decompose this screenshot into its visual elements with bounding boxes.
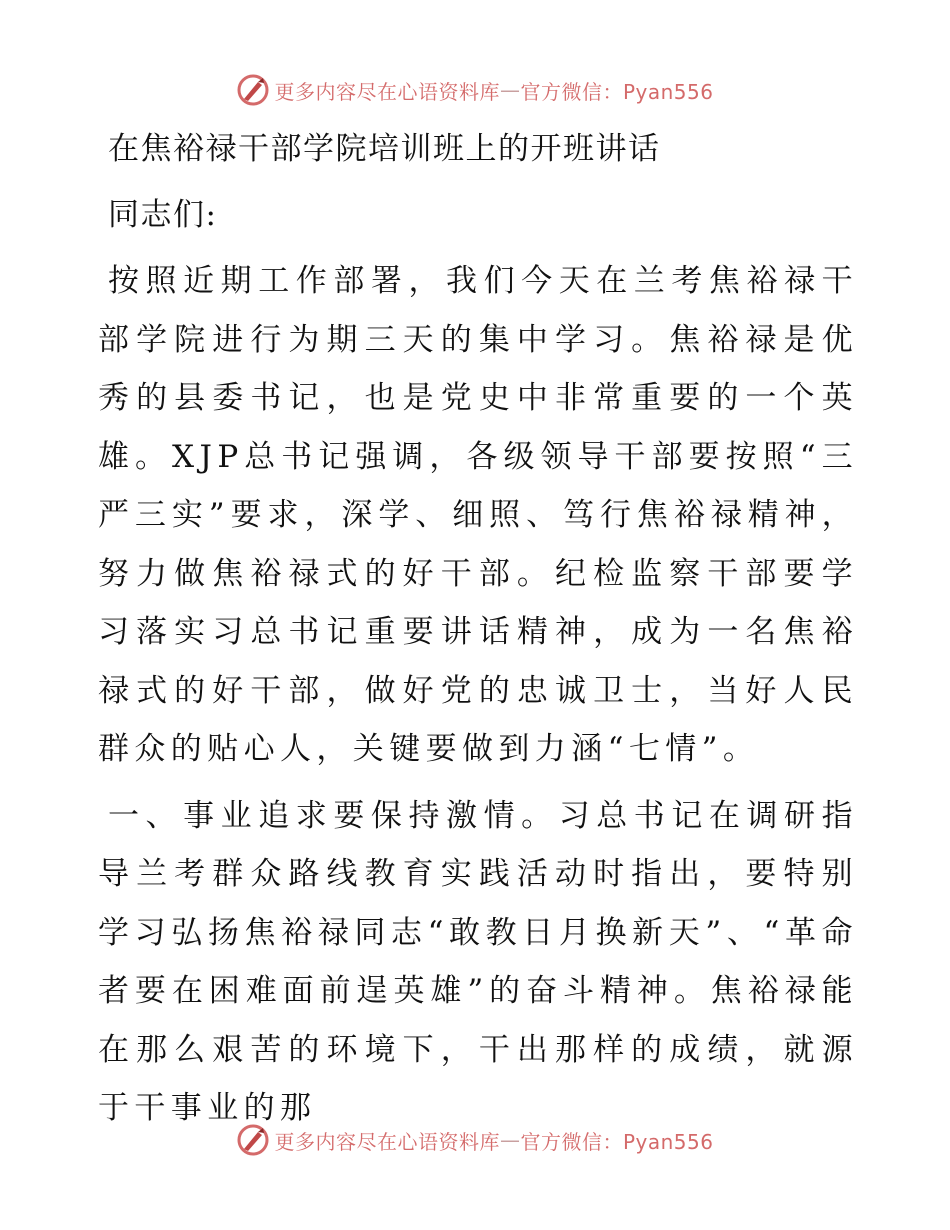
- watermark-suffix-text: 官方微信：Pyan556: [520, 1129, 714, 1154]
- quill-logo-icon: [236, 73, 270, 107]
- watermark-main-text: 更多内容尽在心语资料库: [274, 1129, 500, 1154]
- watermark-dash: —: [499, 1128, 521, 1152]
- quill-logo-icon: [236, 1123, 270, 1157]
- document-greeting: 同志们:: [108, 197, 218, 233]
- paragraph-intro: 按照近期工作部署，我们今天在兰考焦裕禄干部学院进行为期三天的集中学习。焦裕禄是优秀的县委书记，也是党史中非常重要的一个英雄。XJP总书记强调，各级领导干部要按照“三严三实”要求，深学、细照、笃行焦裕禄精神，努力做焦裕禄式的好干部。纪检监察干部要学习落实习总书记重要讲话精神，成为一名焦裕禄式的好干部，做好党的忠诚卫士，当好人民群众的贴心人，关键要做到力涵“七情”。: [98, 263, 858, 767]
- paragraph-section-one: 一、事业追求要保持激情。习总书记在调研指导兰考群众路线教育实践活动时指出，要特别学习弘扬焦裕禄同志“敢教日月换新天”、“革命者要在困难面前逞英雄”的奋斗精神。焦裕禄能在那么艰苦的环境下，干出那样的成绩，就源于干事业的那: [98, 797, 858, 1126]
- footer-watermark: [0, 1120, 950, 1160]
- header-watermark: [0, 70, 950, 110]
- document-body: [98, 120, 858, 1146]
- document-title: 在焦裕禄干部学院培训班上的开班讲话: [108, 131, 661, 167]
- watermark-suffix-text: 官方微信：Pyan556: [520, 79, 714, 104]
- watermark-main-text: 更多内容尽在心语资料库: [274, 79, 500, 104]
- watermark-dash: —: [499, 78, 521, 102]
